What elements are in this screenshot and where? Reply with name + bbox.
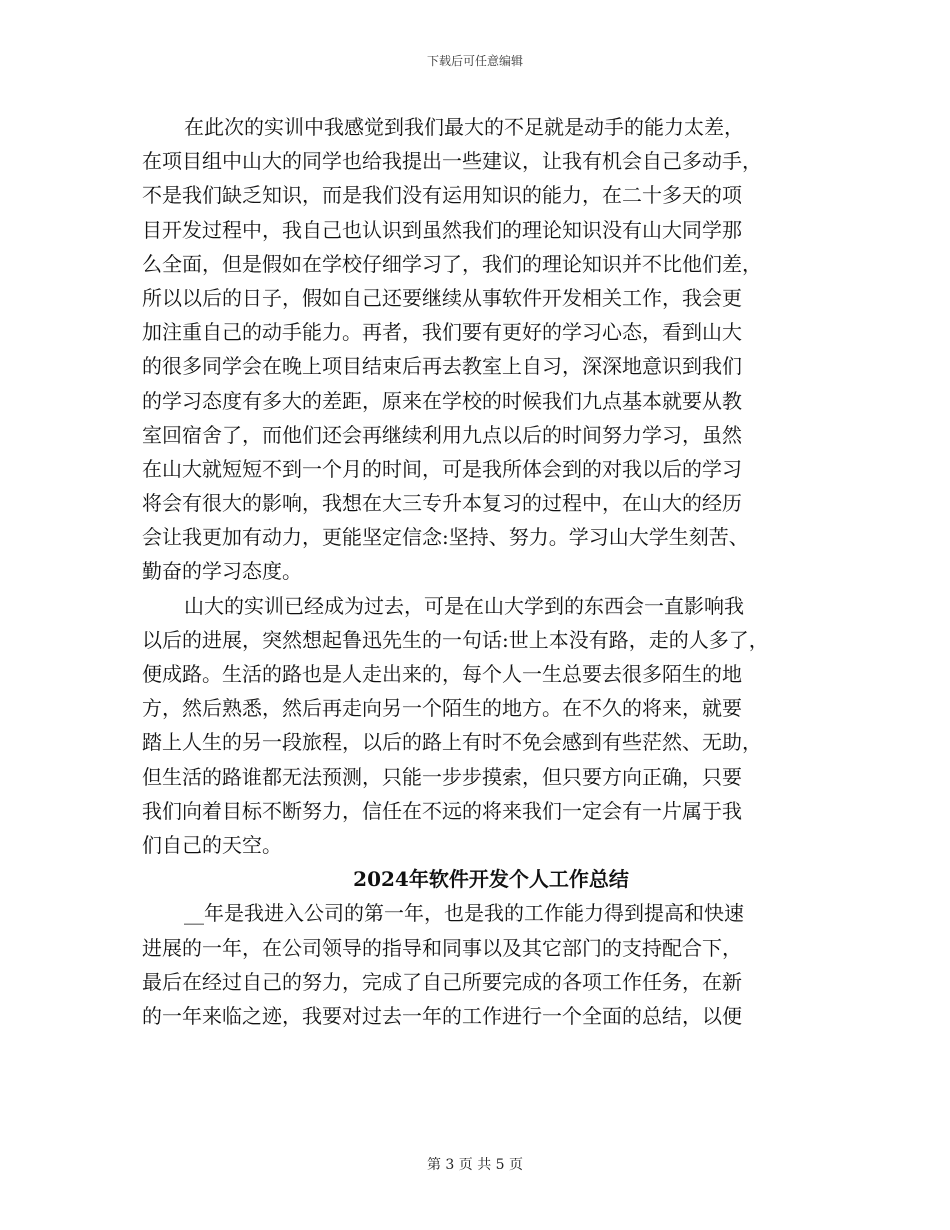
text-line: 加注重自己的动手能力。再者，我们要有更好的学习心态，看到山大 [142,320,742,345]
text-line: 所以以后的日子，假如自己还要继续从事软件开发相关工作，我会更 [142,285,742,310]
text-line: 便成路。生活的路也是人走出来的，每个人一生总要去很多陌生的地 [142,662,742,686]
text-line: 方，然后熟悉，然后再走向另一个陌生的地方。在不久的将来，就要 [142,696,742,721]
text-line: 们自己的天空。 [142,832,282,857]
document-body [142,110,814,1033]
text-line: 在项目组中山大的同学也给我提出一些建议，让我有机会自己多动手， [142,149,762,174]
text-line: 的学习态度有多大的差距，原来在学校的时候我们九点基本就要从教 [142,388,742,413]
paragraph-3 [142,896,814,1033]
text-line: 踏上人生的另一段旅程，以后的路上有时不免会感到有些茫然、无助， [142,730,762,755]
paragraph-2 [142,589,814,863]
text-line: 不是我们缺乏知识，而是我们没有运用知识的能力，在二十多天的项 [142,183,742,208]
text-line: 以后的进展，突然想起鲁迅先生的一句话:世上本没有路，走的人多了， [142,627,769,652]
text-line: 的一年来临之迹，我要对过去一年的工作进行一个全面的总结，以便 [142,1003,742,1028]
page-number: 第 3 页 共 5 页 [426,1157,524,1173]
text-line: 进展的一年，在公司领导的指导和同事以及其它部门的支持配合下， [142,935,742,960]
paragraph-1 [142,110,814,589]
text-line: 室回宿舍了，而他们还会再继续利用九点以后的时间努力学习，虽然 [142,422,742,447]
text-line: __年是我进入公司的第一年，也是我的工作能力得到提高和快速 [184,901,744,926]
text-line: 将会有很大的影响，我想在大三专升本复习的过程中，在山大的经历 [142,491,742,516]
text-line: 在山大就短短不到一个月的时间，可是我所体会到的对我以后的学习 [142,456,742,481]
section-title: 2024年软件开发个人工作总结 [353,867,629,892]
text-line: 么全面，但是假如在学校仔细学习了，我们的理论知识并不比他们差， [142,251,762,276]
text-line: 但生活的路谁都无法预测，只能一步步摸索，但只要方向正确，只要 [142,764,742,789]
text-line: 在此次的实训中我感觉到我们最大的不足就是动手的能力太差， [184,115,744,139]
text-line: 会让我更加有动力，更能坚定信念:坚持、努力。学习山大学生刻苦、 [142,525,749,550]
page-header: 下载后可任意编辑 [426,54,523,68]
text-line: 勤奋的学习态度。 [142,559,302,584]
text-line: 最后在经过自己的努力，完成了自己所要完成的各项工作任务，在新 [142,969,742,994]
text-line: 目开发过程中，我自己也认识到虽然我们的理论知识没有山大同学那 [142,217,742,242]
text-line: 我们向着目标不断努力，信任在不远的将来我们一定会有一片属于我 [142,798,742,823]
text-line: 山大的实训已经成为过去，可是在山大学到的东西会一直影响我 [184,593,744,618]
text-line: 的很多同学会在晚上项目结束后再去教室上自习，深深地意识到我们 [142,354,742,379]
